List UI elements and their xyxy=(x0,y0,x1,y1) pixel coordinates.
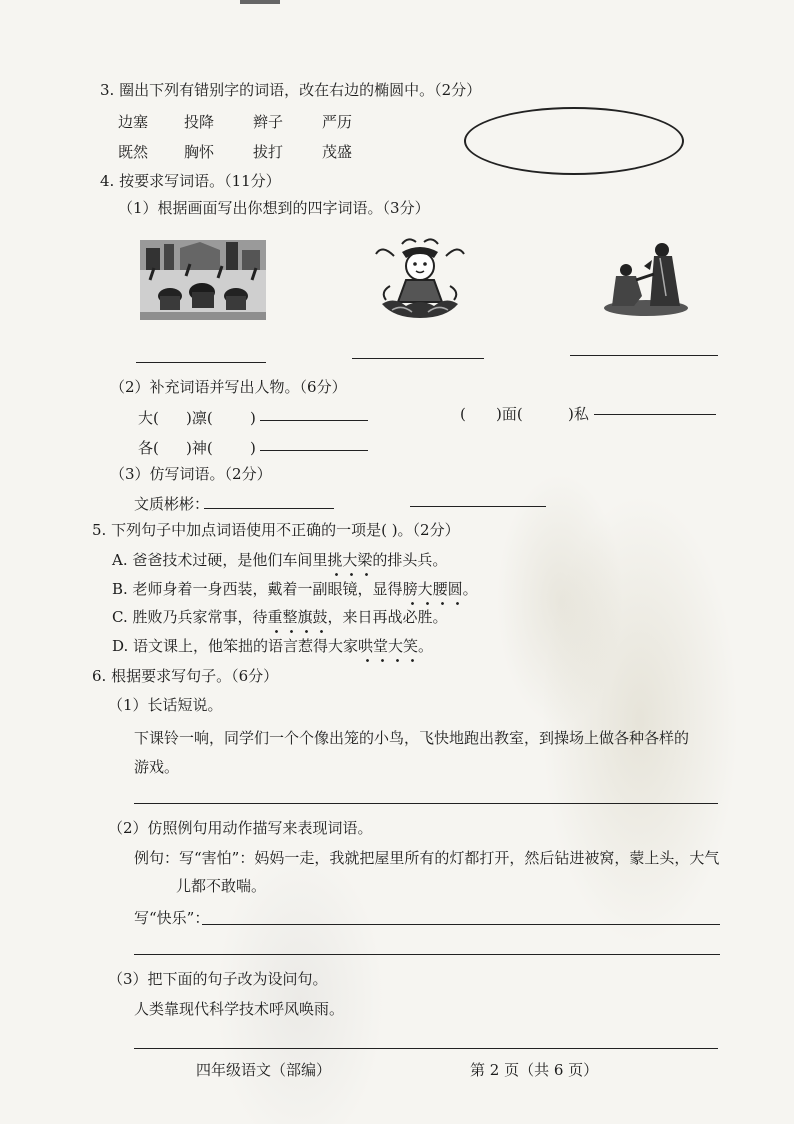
q3-word: 拔打 xyxy=(253,143,284,161)
answer-line[interactable] xyxy=(134,803,718,804)
answer-line[interactable] xyxy=(204,508,334,509)
goddess-picture xyxy=(372,236,468,320)
dotted-word: 哄堂大笑 xyxy=(358,637,419,655)
q6-sub1: （1）长话短说。 xyxy=(108,696,223,714)
q6-sub1-text: 下课铃一响，同学们一个个像出笼的小鸟，飞快地跑出教室，到操场上做各种各样的 xyxy=(134,729,690,747)
footer-page-number: 第 2 页（共 6 页） xyxy=(470,1061,599,1079)
option-text: B. 老师身着一身西装，戴着一副眼镜，显得 xyxy=(112,580,403,598)
q5-title: 5. 下列句子中加点词语使用不正确的一项是( )。（2分） xyxy=(92,521,460,539)
historical-figures-picture xyxy=(600,236,692,320)
scan-mark xyxy=(240,0,280,4)
q3-word: 辫子 xyxy=(253,113,284,131)
q5-option-b[interactable] xyxy=(112,579,478,599)
idiom-part: )神( xyxy=(186,439,213,457)
example-word: 文质彬彬： xyxy=(134,495,210,513)
footer-subject: 四年级语文（部编） xyxy=(196,1061,332,1079)
q6-sub3-text: 人类靠现代科学技术呼风唤雨。 xyxy=(134,1000,345,1018)
q3-word: 茂盛 xyxy=(322,143,353,161)
q3-word: 严历 xyxy=(322,113,353,131)
dotted-word: 挑大梁 xyxy=(327,551,373,569)
answer-line[interactable] xyxy=(352,358,484,359)
idiom-part: )凛( xyxy=(186,409,213,427)
answer-line[interactable] xyxy=(410,506,546,507)
answer-line[interactable] xyxy=(136,362,266,363)
q5-option-a[interactable] xyxy=(112,550,447,570)
q6-sub2: （2）仿照例句用动作描写来表现词语。 xyxy=(108,819,373,837)
q6-example: 儿都不敢喘。 xyxy=(176,877,267,895)
q6-write-label: 写“快乐”： xyxy=(134,909,210,927)
answer-line[interactable] xyxy=(594,414,716,415)
q3-word: 投降 xyxy=(184,113,215,131)
q5-option-c[interactable] xyxy=(112,607,448,627)
option-text: A. 爸爸技术过硬，是他们车间里 xyxy=(112,551,328,569)
option-text: C. 胜败乃兵家常事，待 xyxy=(112,608,268,626)
option-text: D. 语文课上，他笨拙的语言惹得大家 xyxy=(112,637,359,655)
q4-sub3: （3）仿写词语。（2分） xyxy=(110,465,272,483)
q3-word: 胸怀 xyxy=(184,143,215,161)
idiom-part: ) xyxy=(250,409,256,427)
q5-option-d[interactable] xyxy=(112,636,433,656)
option-text: 。 xyxy=(462,580,478,598)
idiom-part: 各( xyxy=(138,439,159,457)
idiom-part: ( xyxy=(460,405,466,423)
q4-title: 4. 按要求写词语。（11分） xyxy=(100,172,281,190)
q3-title: 3. 圈出下列有错别字的词语，改在右边的椭圆中。（2分） xyxy=(100,81,482,99)
q4-sub1: （1）根据画面写出你想到的四字词语。（3分） xyxy=(118,199,430,217)
answer-line[interactable] xyxy=(260,450,368,451)
answer-ellipse[interactable] xyxy=(464,107,684,175)
answer-line[interactable] xyxy=(202,924,720,925)
idiom-part: 大( xyxy=(138,409,159,427)
option-text: ，来日再战必胜。 xyxy=(327,608,448,626)
q6-title: 6. 根据要求写句子。（6分） xyxy=(92,667,279,685)
answer-line[interactable] xyxy=(260,420,368,421)
option-text: 的排头兵。 xyxy=(372,551,448,569)
option-text: 。 xyxy=(418,637,434,655)
idiom-part: ) xyxy=(250,439,256,457)
idiom-part: )面( xyxy=(496,405,523,423)
answer-line[interactable] xyxy=(134,954,720,955)
q6-sub1-text: 游戏。 xyxy=(134,758,180,776)
dotted-word: 重整旗鼓 xyxy=(267,608,328,626)
q6-sub3: （3）把下面的句子改为设问句。 xyxy=(108,970,328,988)
drum-festival-picture xyxy=(140,240,266,320)
q3-word: 边塞 xyxy=(118,113,149,131)
q4-sub2: （2）补充词语并写出人物。（6分） xyxy=(110,378,347,396)
answer-line[interactable] xyxy=(570,355,718,356)
idiom-part: )私 xyxy=(568,405,589,423)
q3-word: 既然 xyxy=(118,143,149,161)
q6-example: 例句：写“害怕”：妈妈一走，我就把屋里所有的灯都打开，然后钻进被窝，蒙上头，大气 xyxy=(134,849,720,867)
dotted-word: 膀大腰圆 xyxy=(402,580,463,598)
answer-line[interactable] xyxy=(134,1048,718,1049)
